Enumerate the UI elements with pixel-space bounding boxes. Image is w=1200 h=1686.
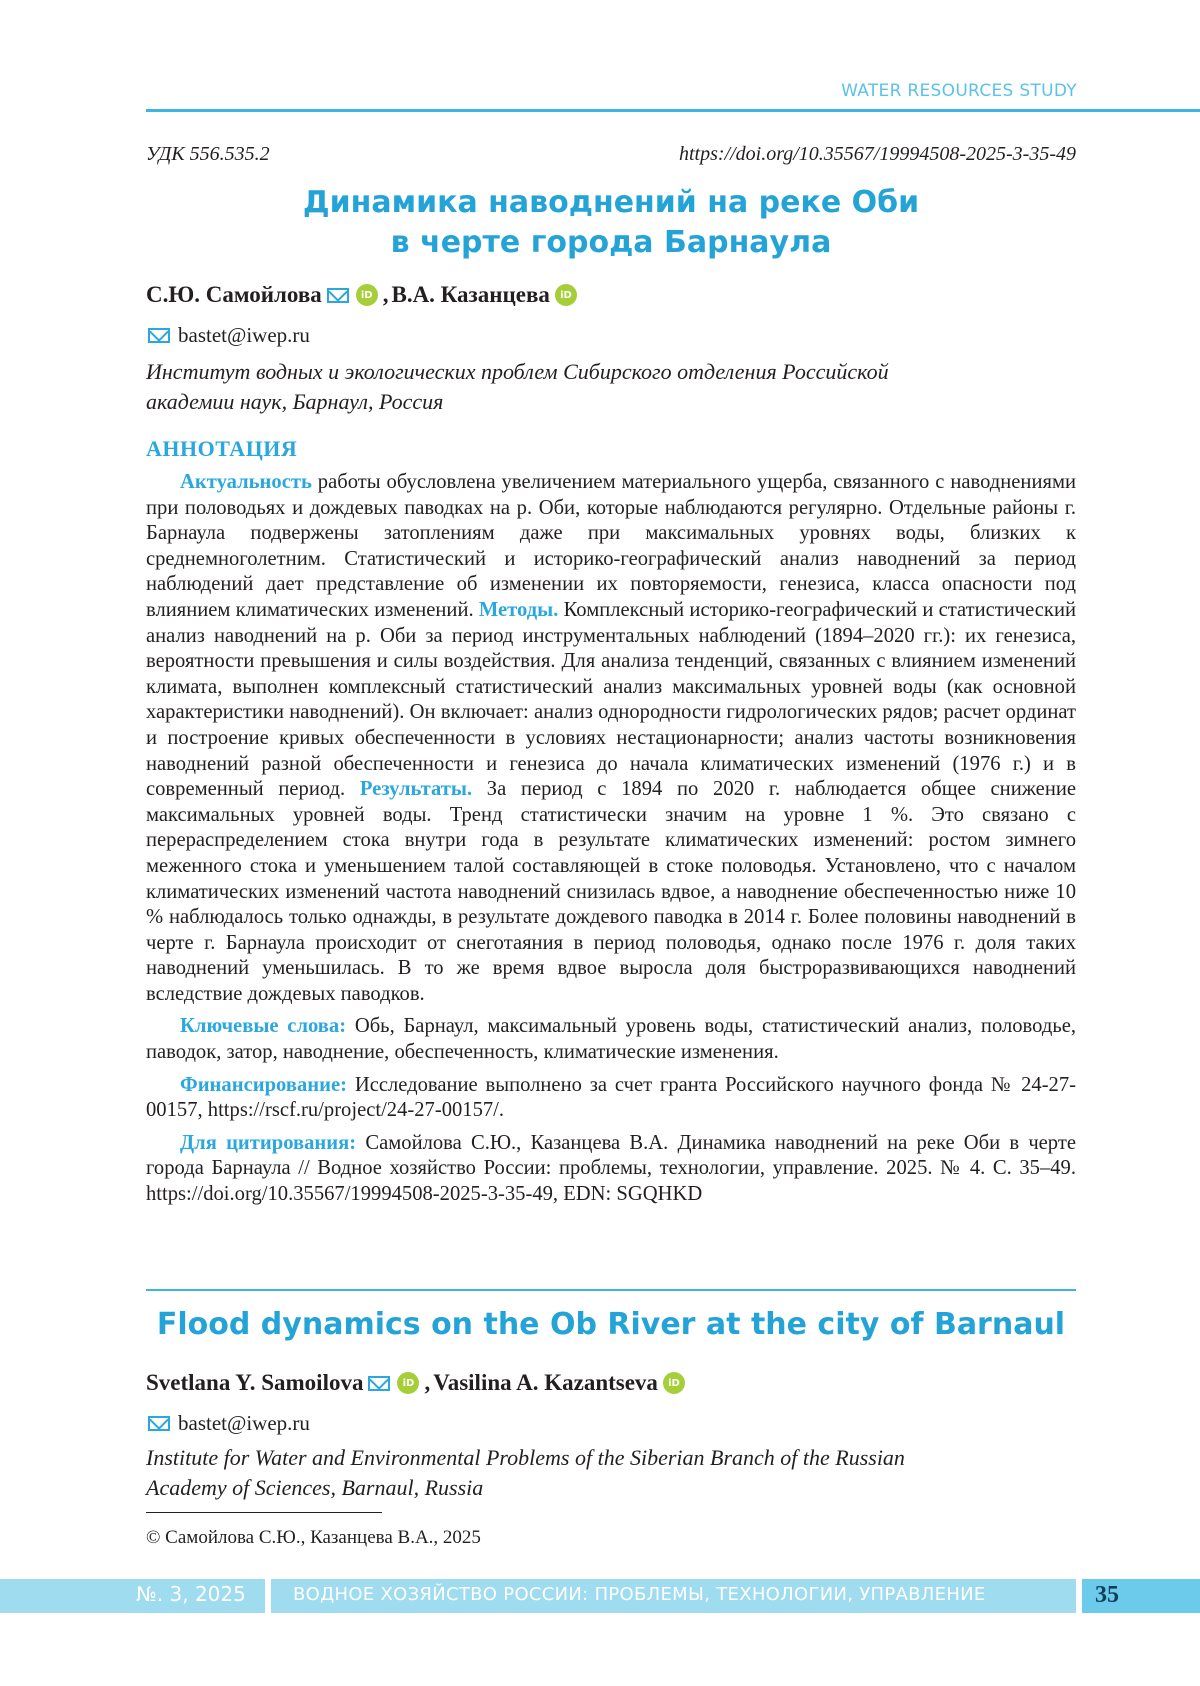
author-separator: , — [382, 282, 389, 307]
footer-journal-title: ВОДНОЕ ХОЗЯЙСТВО РОССИИ: ПРОБЛЕМЫ, ТЕХНОЛОГИИ, УПРАВЛЕНИЕ — [293, 1584, 986, 1605]
meta-line — [146, 143, 1076, 166]
methods-label: Методы. — [478, 598, 559, 621]
author-separator-en: , — [424, 1370, 431, 1395]
abstract-heading: АННОТАЦИЯ — [146, 436, 298, 461]
orcid-icon[interactable]: iD — [356, 284, 378, 306]
institution-ru-line1: Институт водных и экологических проблем Сибирского отделения Российской — [146, 359, 889, 384]
authors-ru — [146, 282, 1076, 308]
author-1-name-en: Svetlana Y. Samoilova — [146, 1370, 364, 1395]
keywords-paragraph — [146, 1014, 1076, 1065]
title-ru-line1: Динамика наводнений на реке Оби — [302, 185, 920, 220]
header-rule — [146, 109, 1200, 112]
page-number-box — [1082, 1579, 1200, 1613]
email-en — [146, 1411, 310, 1436]
footer-separator — [265, 1579, 271, 1613]
institution-ru-line2: академии наук, Барнаул, Россия — [146, 389, 444, 414]
author-2-name-en: Vasilina A. Kazantseva — [433, 1370, 658, 1395]
institution-en-line2: Academy of Sciences, Barnaul, Russia — [146, 1475, 484, 1500]
citation-text: Самойлова С.Ю., Казанцева В.А. Динамика наводнений на реке Оби в черте города Барнаула // Водное хозяйство России: проблемы, технологии, управление. 2025. № 4. С. 35–49. https://doi.org/10.35567/19994508-2025-3-35-49, EDN: SGQHKD — [146, 1131, 1076, 1206]
results-label: Результаты. — [359, 778, 473, 801]
orcid-icon[interactable]: iD — [555, 284, 577, 306]
methods-text: Комплексный историко-географический и статистический анализ наводнений на р. Оби за период инструментальных наблюдений (1894–2020 гг.): их генезиса, вероятности превышения и силы воздействия. Для анализа тенденций, связанных с влиянием изменений климата, выполнен комплексный статистический анализ максимальных уровней воды (как основной характеристики наводнений). Он включает: анализ однородности гидрологических рядов; расчет ординат и построение кривых обеспеченности в условиях нестационарности; анализ частоты возникновения наводнений разной обеспеченности и генезиса до начала климатических изменений (1976 г.) и в современный период. — [146, 598, 1076, 801]
email-icon[interactable] — [368, 1376, 390, 1391]
header-section-label: WATER RESOURCES STUDY — [841, 81, 1077, 101]
relevance-label: Актуальность — [180, 471, 312, 493]
funding-paragraph — [146, 1073, 1076, 1124]
title-ru-line2: в черте города Барнаула — [390, 225, 832, 260]
institution-en — [146, 1443, 1076, 1503]
doi-link[interactable]: https://doi.org/10.35567/19994508-2025-3-35-49 — [678, 143, 1076, 165]
section-divider — [146, 1289, 1076, 1291]
footer-issue: №. 3, 2025 — [136, 1582, 246, 1606]
author-2-name: В.А. Казанцева — [391, 282, 550, 307]
authors-en — [146, 1370, 1076, 1396]
email-ru — [146, 323, 310, 348]
abstract-body — [146, 470, 1076, 1208]
copyright-note: © Самойлова С.Ю., Казанцева В.А., 2025 — [146, 1527, 481, 1548]
citation-label: Для цитирования: — [180, 1131, 357, 1154]
citation-paragraph — [146, 1131, 1076, 1208]
funding-label: Финансирование: — [180, 1073, 347, 1096]
page-number: 35 — [1095, 1582, 1119, 1608]
email-address[interactable]: bastet@iwep.ru — [178, 323, 310, 347]
email-icon — [148, 328, 170, 343]
email-address-en[interactable]: bastet@iwep.ru — [178, 1411, 310, 1435]
relevance-text: работы обусловлена увеличением материального ущерба, связанного с наводнениями при половодьях и дождевых паводках на р. Оби, которые наблюдаются регулярно. Отдельные районы г. Барнаула подвержены затоплениям даже при максимальных уровнях воды, близких к среднемноголетним. Статистический и историко-географический анализ наводнений за период наблюдений дает представление об изменении их повторяемости, генезиса, класса опасности под влиянием климатических изменений. — [146, 471, 1076, 621]
institution-ru — [146, 357, 1076, 417]
article-title-en: Flood dynamics on the Ob River at the city of Barnaul — [156, 1307, 1066, 1342]
keywords-text: Обь, Барнаул, максимальный уровень воды, статистический анализ, половодье, паводок, затор, наводнение, обеспеченность, климатические изменения. — [146, 1015, 1077, 1064]
email-icon — [148, 1416, 170, 1431]
footnote-rule — [146, 1512, 382, 1513]
keywords-label: Ключевые слова: — [180, 1015, 347, 1038]
udc-code: УДК 556.535.2 — [146, 143, 270, 165]
results-text: За период с 1894 по 2020 г. наблюдается общее снижение максимальных уровней воды. Тренд статистически значим на уровне 1 %. Это связано с перераспределением стока внутри года в результате климатических изменений: ростом зимнего меженного стока и уменьшением талой составляющей в стоке половодья. Установлено, что с началом климатических изменений частота наводнений снизилась вдвое, а наводнение обеспеченностью ниже 10 % наблюдалось только однажды, в результате дождевого паводка в 2014 г. Более половины наводнений в черте г. Барнаула происходит от снеготаяния в период половодья, однако после 1976 г. доля таких наводнений уменьшилась. В то же время вдвое выросла доля быстроразвивающихся наводнений вследствие дождевых паводков. — [146, 778, 1076, 1005]
article-title-ru — [146, 183, 1076, 263]
orcid-icon[interactable]: iD — [397, 1372, 419, 1394]
funding-text: Исследование выполнено за счет гранта Российского научного фонда № 24-27-00157, https://rscf.ru/project/24-27-00157/. — [146, 1073, 1076, 1122]
institution-en-line1: Institute for Water and Environmental Problems of the Siberian Branch of the Russian — [146, 1445, 905, 1470]
abstract-main-paragraph — [146, 470, 1076, 1007]
author-1-name: С.Ю. Самойлова — [146, 282, 322, 307]
orcid-icon[interactable]: iD — [663, 1372, 685, 1394]
email-icon[interactable] — [327, 288, 349, 303]
